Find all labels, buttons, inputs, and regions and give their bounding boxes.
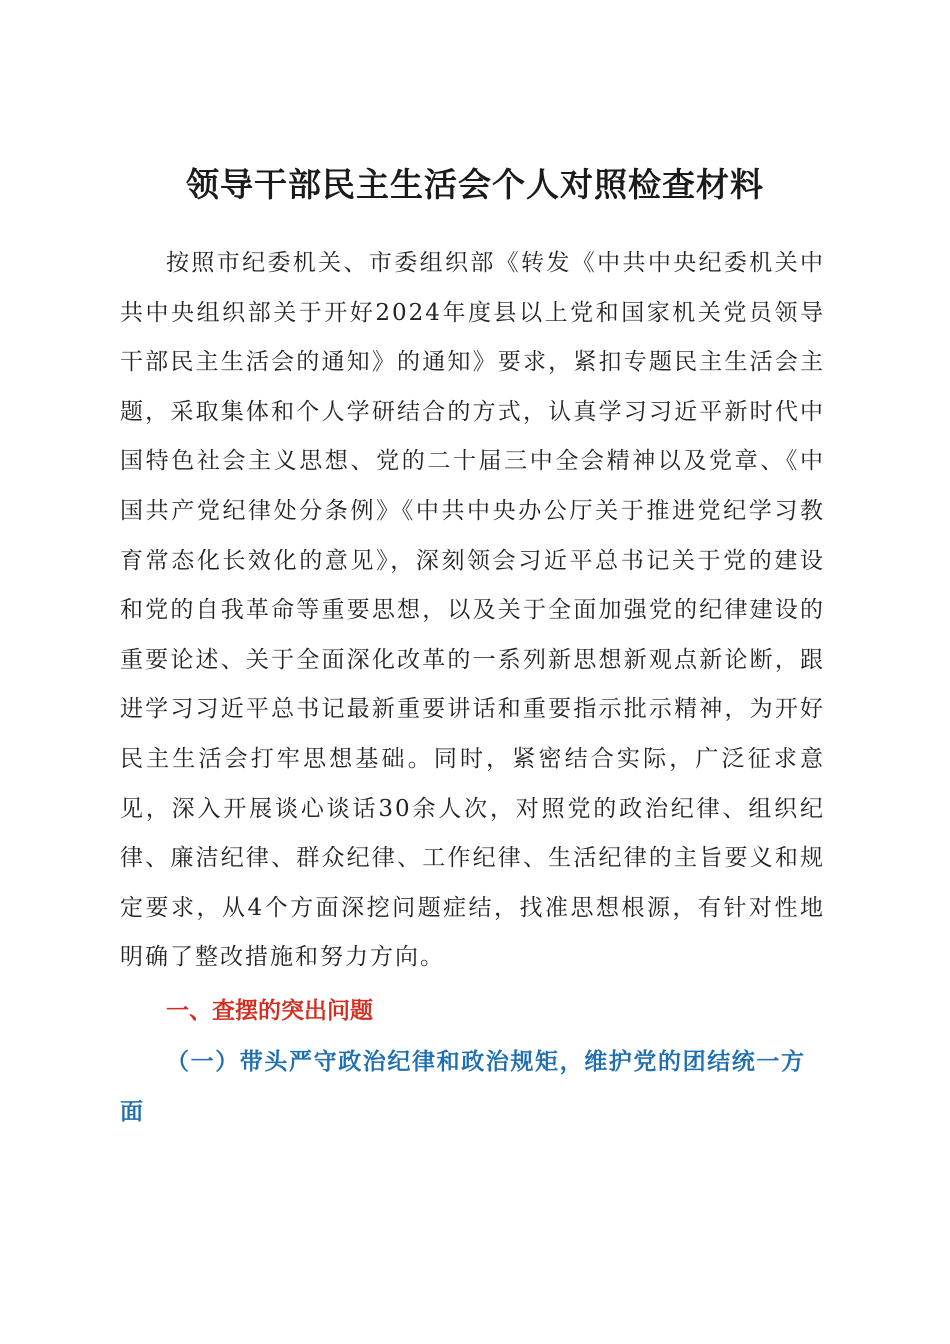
subsection-heading: （一）带头严守政治纪律和政治规矩，维护党的团结统一方面 [120,1048,806,1125]
document-title: 领导干部民主生活会个人对照检查材料 [186,165,764,204]
intro-paragraph: 按照市纪委机关、市委组织部《转发《中共中央纪委机关中共中央组织部关于开好2024年度县以上党和国家机关党员领导干部民主生活会的通知》的通知》要求，紧扣专题民主生活会主题，采取集体和个人学研结合的方式，认真学习习近平新时代中国特色社会主义思想、党的二十届三中全会精神以及党章、《中国共产党纪律处分条例》《中共中央办公厅关于推进党纪学习教育常态化长效化的意见》，深刻领会习近平总书记关于党的建设和党的自我革命等重要思想，以及关于全面加强党的纪律建设的重要论述、关于全面深化改革的一系列新思想新观点新论断，跟进学习习近平总书记最新重要讲话和重要指示批示精神，为开好民主生活会打牢思想基础。同时，紧密结合实际，广泛征求意见，深入开展谈心谈话30余人次，对照党的政治纪律、组织纪律、廉洁纪律、群众纪律、工作纪律、生活纪律的主旨要义和规定要求，从4个方面深挖问题症结，找准思想根源，有针对性地明确了整改措施和努力方向。 [120,250,825,971]
section-heading: 一、查摆的突出问题 [166,998,373,1024]
